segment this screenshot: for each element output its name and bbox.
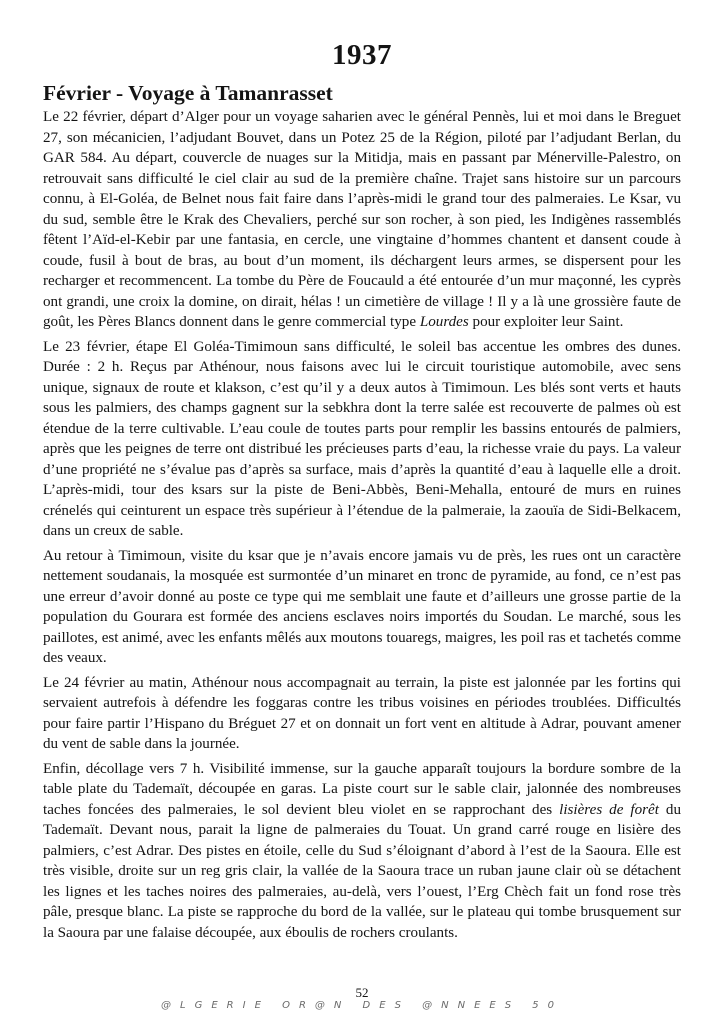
paragraph-italic-text: Lourdes <box>419 314 469 330</box>
paragraph-5 <box>43 759 681 944</box>
paragraph-tail-text: du Tademaït. Devant nous, parait la ligne de palmeraies du Touat. Un grand carré rouge en lisière des palmiers, c’est Adrar. Des pistes en étoile, celle du Sud s’éloignant d’abord à l’est de la Saoura. Elle est très visible, droite sur un reg gris clair, la vallée de la Saoura trace un ruban jaune clair où se détachent les lignes et les taches noires des palmeraies, au-delà, vers l’ouest, l’Erg Chèch fait un fond rose très pâle, presque blanc. La piste se rapproche du bord de la vallée, sur le plateau qui tombe brusquement sur la Saoura par une falaise découpée, aux éboulis de rochers croulants. <box>43 801 681 941</box>
section-title: Février - Voyage à Tamanrasset <box>43 81 333 105</box>
paragraph-tail-text: pour exploiter leur Saint. <box>468 314 624 330</box>
page-number: 52 <box>355 985 369 1000</box>
paragraph-4 <box>43 673 681 755</box>
year-heading: 1937 <box>332 39 392 71</box>
paragraph-text: Au retour à Timimoun, visite du ksar que je n’avais encore jamais vu de près, les rues ont un caractère nettement soudanais, la mosquée est surmontée d’un minaret en tronc de pyramide, au fond, ce n’est pas une erreur d’avoir donné au poste ce type qui me semblait une faute et d’ailleurs une grosse partie de la population du Gourara est formée des anciens esclaves noirs importés du Soudan. Le marché, sous les paillotes, est animé, avec les enfants mêlés aux moutons touaregs, maigres, les poil ras et tachetés comme des veaux. <box>43 547 681 666</box>
paragraph-1 <box>43 107 681 333</box>
paragraph-text: Enfin, décollage vers 7 h. Visibilité immense, sur la gauche apparaît toujours la bordure sombre de la table plate du Tademaït, découpée en garas. La piste court sur le sable clair, jalonnée des nombreuses taches foncées des palmeraies, le sol devient bleu violet en se rapprochant des <box>43 760 681 818</box>
paragraph-italic-text: lisières de forêt <box>559 801 659 818</box>
paragraph-text: Le 24 février au matin, Athénour nous accompagnait au terrain, la piste est jalonnée par les fortins qui servaient autrefois à défendre les foggaras contre les tribus voisines en périodes troublées. Difficultés pour faire partir l’Hispano du Bréguet 27 et on donnait un fort vent en altitude à Adrar, pouvant amener du vent de sable dans la journée. <box>43 674 681 752</box>
page-body <box>43 38 681 947</box>
paragraph-2 <box>43 337 681 542</box>
paragraph-text: Le 22 février, départ d’Alger pour un voyage saharien avec le général Pennès, lui et moi dans le Breguet 27, son mécanicien, l’adjudant Bouvet, dans un Potez 25 de la Région, piloté par l’adjudant Berlan, du GAR 584. Au départ, couvercle de nuages sur la Mitidja, mais en passant par Ménerville-Palestro, on retrouvait sans difficulté le ciel clair au sud de la première chaîne. Trajet sans histoire sur un parcours connu, à El-Goléa, de Belnet nous fait faire dans l’après-midi le grand tour des palmeraies. Le Ksar, vu du sud, semble être le Krak des Chevaliers, perché sur son rocher, à son pied, les Indigènes rassemblés fêtent l’Aïd-el-Kebir par une fantasia, en cercle, une vingtaine d’hommes chantent et dansent coude à coude, fusil à bout de bras, au bout d’un moment, ils déchargent leurs armes, se dispersent pour les recharger et recommencent. La tombe du Père de Foucauld a été entourée d’un mur maçonné, les cyprès ont grandi, une croix la domine, on dirait, hélas ! un cimetière de village ! Il y a là une grossière faute de goût, les Pères Blancs donnent dans le genre commercial type <box>43 109 681 330</box>
paragraph-3 <box>43 546 681 669</box>
paragraph-text: Le 23 février, étape El Goléa-Timimoun sans difficulté, le soleil bas accentue les ombres des dunes. Durée : 2 h. Reçus par Athénour, nous faisons avec lui le circuit touristique automobile, avec sens unique, signaux de route et klakson, c’est qu’il y a deux autos à Timimoun. Les blés sont verts et hauts sous les palmiers, des champs gagnent sur la sebkhra dont la terre salée est recouverte de palmes où est étendue de la terre cultivable. L’eau coule de toutes parts pour remplir les bassins entourés de palmiers, après que les peignes de terre ont distribué les précieuses parts d’eau, la richesse vraie du pays. La valeur d’une propriété ne s’évalue pas d’après sa surface, mais d’après la quantité d’eau à laquelle elle a droit. L’après-midi, tour des ksars sur la piste de Beni-Abbès, Beni-Mehalla, entouré de murs en ruines crénelés qui ceinturent un espace très supérieur à l’étendue de la palmeraie, la zaouïa de Sidi-Belkacem, dans un creux de sable. <box>43 338 681 539</box>
footer-text: @LGERIE OR@N DES @NNEES 50 <box>161 1000 563 1011</box>
